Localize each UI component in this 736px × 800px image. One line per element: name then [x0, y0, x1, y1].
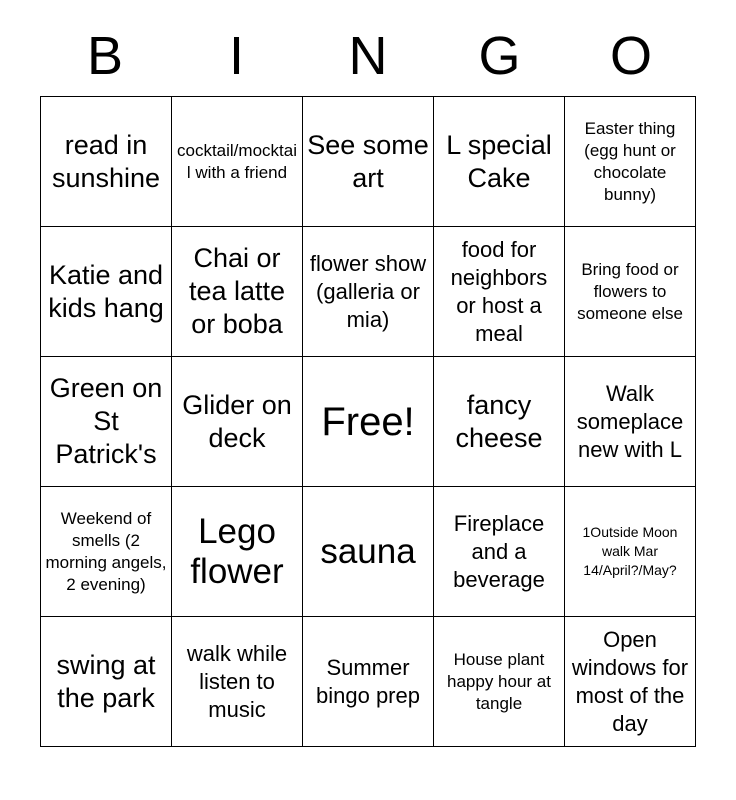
bingo-row — [41, 487, 696, 617]
bingo-row — [41, 357, 696, 487]
bingo-cell-n4[interactable]: sauna — [303, 487, 434, 617]
bingo-cell-g2[interactable]: food for neighbors or host a meal — [434, 227, 565, 357]
bingo-cell-i1[interactable]: cocktail/mocktail with a friend — [172, 97, 303, 227]
bingo-cell-b3[interactable]: Green on St Patrick's — [41, 357, 172, 487]
bingo-cell-g4[interactable]: Fireplace and a beverage — [434, 487, 565, 617]
bingo-cell-o5[interactable]: Open windows for most of the day — [565, 617, 696, 747]
bingo-cell-g5[interactable]: House plant happy hour at tangle — [434, 617, 565, 747]
bingo-cell-g3[interactable]: fancy cheese — [434, 357, 565, 487]
header-letter-o: O — [609, 26, 652, 86]
bingo-cell-b4[interactable]: Weekend of smells (2 morning angels, 2 evening) — [41, 487, 172, 617]
bingo-cell-g1[interactable]: L special Cake — [434, 97, 565, 227]
bingo-row — [41, 97, 696, 227]
bingo-cell-n1[interactable]: See some art — [303, 97, 434, 227]
bingo-cell-n5[interactable]: Summer bingo prep — [303, 617, 434, 747]
bingo-row — [41, 617, 696, 747]
header-letter-n: N — [348, 26, 388, 86]
header-letter-g: G — [478, 26, 521, 86]
bingo-cell-o1[interactable]: Easter thing (egg hunt or chocolate bunny) — [565, 97, 696, 227]
bingo-cell-b1[interactable]: read in sunshine — [41, 97, 172, 227]
bingo-cell-free[interactable]: Free! — [303, 357, 434, 487]
bingo-cell-i4[interactable]: Lego flower — [172, 487, 303, 617]
header-letter-i: I — [228, 26, 244, 86]
bingo-row — [41, 227, 696, 357]
bingo-cell-o4[interactable]: 1Outside Moon walk Mar 14/April?/May? — [565, 487, 696, 617]
bingo-cell-b2[interactable]: Katie and kids hang — [41, 227, 172, 357]
bingo-cell-b5[interactable]: swing at the park — [41, 617, 172, 747]
bingo-grid — [40, 96, 696, 747]
header-letter-b: B — [86, 26, 124, 86]
bingo-cell-i2[interactable]: Chai or tea latte or boba — [172, 227, 303, 357]
bingo-cell-o3[interactable]: Walk someplace new with L — [565, 357, 696, 487]
bingo-cell-o2[interactable]: Bring food or flowers to someone else — [565, 227, 696, 357]
bingo-cell-i3[interactable]: Glider on deck — [172, 357, 303, 487]
bingo-cell-i5[interactable]: walk while listen to music — [172, 617, 303, 747]
bingo-header — [40, 26, 696, 86]
bingo-cell-n2[interactable]: flower show (galleria or mia) — [303, 227, 434, 357]
